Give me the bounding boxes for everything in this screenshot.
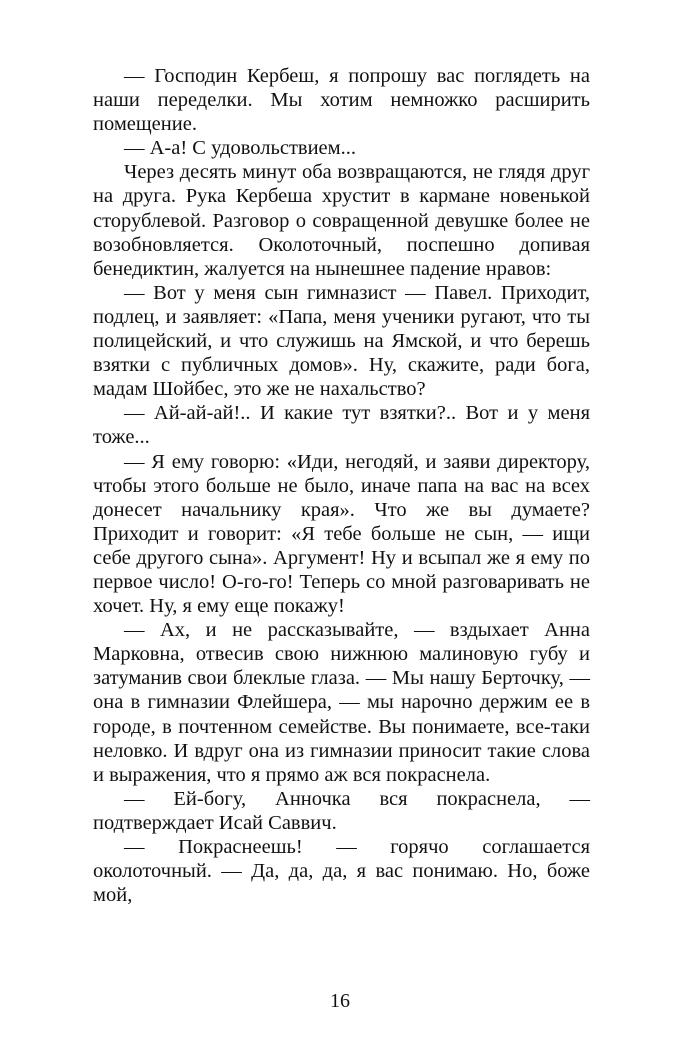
page-number: 16 [330,990,350,1012]
paragraph: — Господин Кербеш, я попрошу вас поглядеть на наши переделки. Мы хотим немножко расширить помещение. [93,65,590,136]
paragraph: — Ай-ай-ай!.. И какие тут взятки?.. Вот и у меня тоже... [93,402,590,449]
paragraph: Через десять минут оба возвращаются, не глядя друг на друга. Рука Кербеша хрустит в кармане новенькой сторублевой. Разговор о совращенной девушке более не возобновляется. Околоточный, поспешно допивая бенедиктин, жалуется на нынешнее падение нравов: [93,161,590,280]
paragraph: — Вот у меня сын гимназист — Павел. Приходит, подлец, и заявляет: «Папа, меня ученики ругают, что ты полицейский, и что служишь на Ямской, и что берешь взятки с публичных домов». Ну, скажите, ради бога, мадам Шойбес, это же не нахальство? [93,281,590,401]
paragraph: — Ах, и не рассказывайте, — вздыхает Анна Марковна, отвесив свою нижнюю малиновую губу и затуманив свои блеклые глаза. — Мы нашу Берточку, — она в гимназии Флейшера, — мы нарочно держим ее в городе, в почтенном семействе. Вы понимаете, все-таки неловко. И вдруг она из гимназии приносит такие слова и выражения, что я прямо аж вся покраснела. [93,619,590,786]
paragraph: — А-а! С удовольствием... [124,137,356,160]
paragraph: — Покраснеешь! — горячо соглашается околоточный. — Да, да, да, я вас понимаю. Но, боже мой, [93,836,590,907]
paragraph: — Я ему говорю: «Иди, негодяй, и заяви директору, чтобы этого больше не было, иначе папа на вас на всех донесет начальнику края». Что же вы думаете? Приходит и говорит: «Я тебе больше не сын, — ищи себе другого сына». Аргумент! Ну и всыпал же я ему по первое число! О-го-го! Теперь со мной разговаривать не хочет. Ну, я ему еще покажу! [93,450,590,618]
page-text [93,64,590,907]
paragraph: — Ей-богу, Анночка вся покраснела, — подтверждает Исай Саввич. [93,787,590,834]
